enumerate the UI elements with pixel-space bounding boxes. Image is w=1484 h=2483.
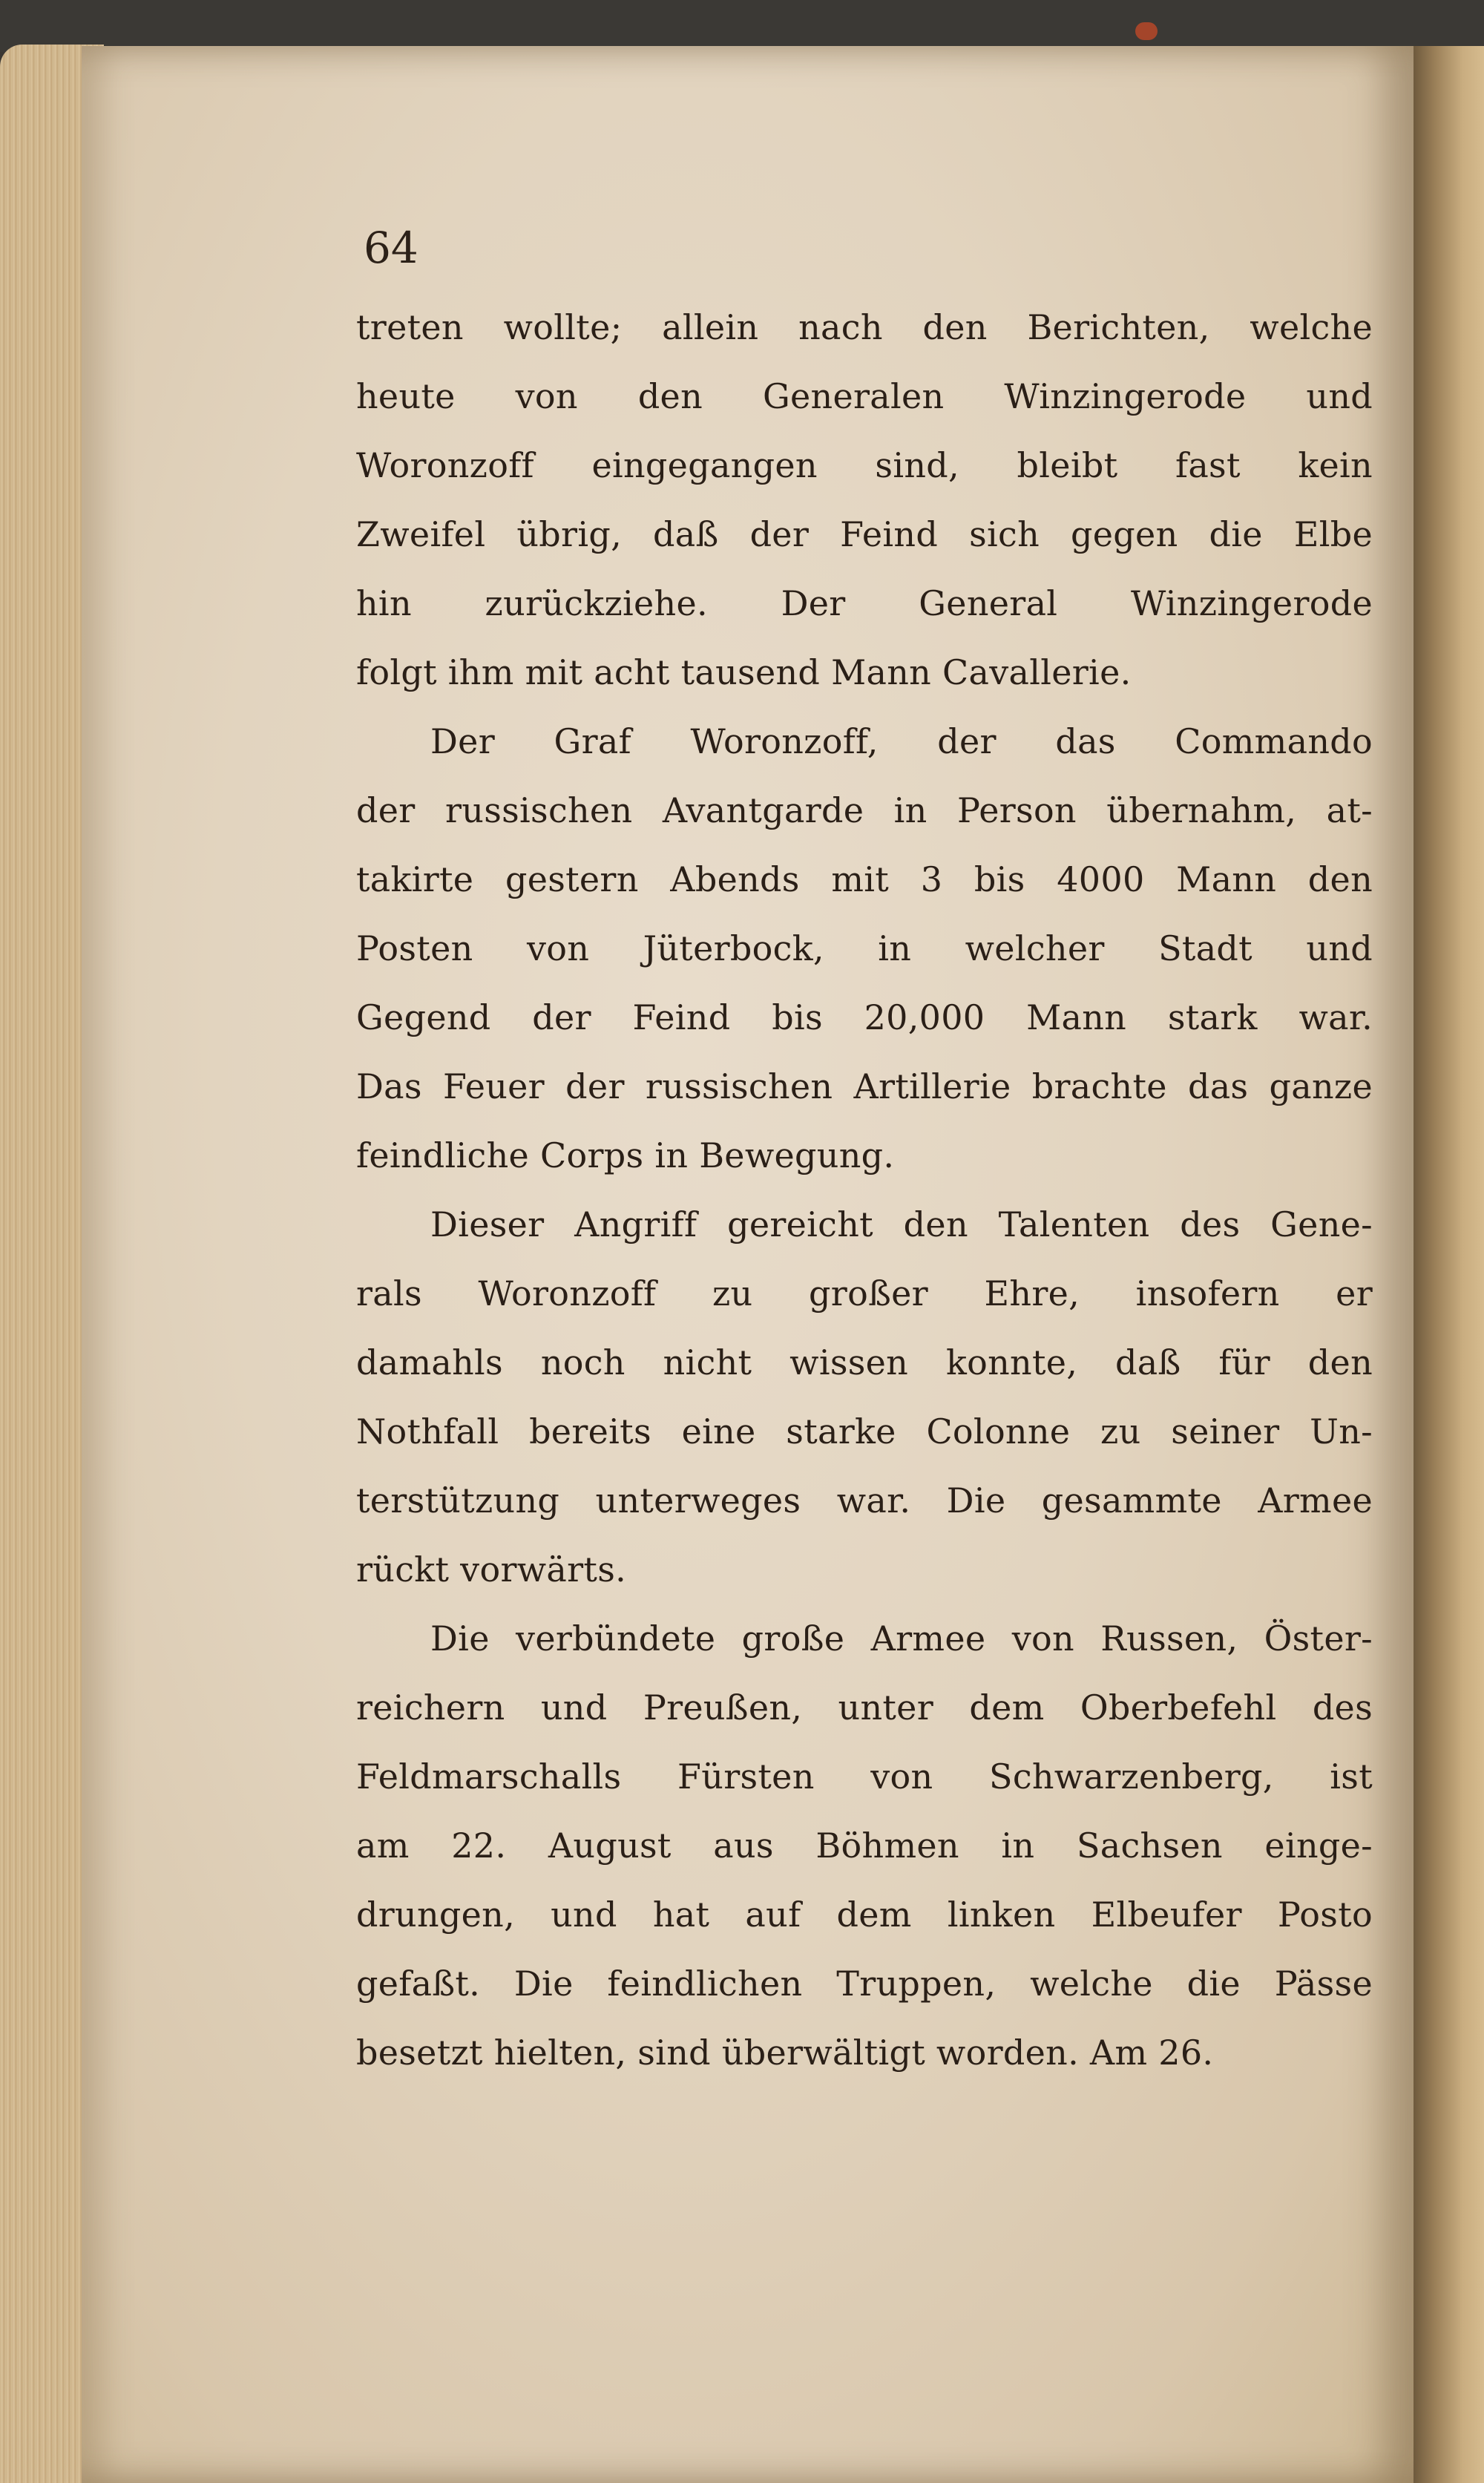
text-line: feindliche Corps in Bewegung. [356, 1135, 895, 1175]
book-gutter [1414, 46, 1484, 2483]
paragraph [356, 1604, 1373, 2087]
text-line: Woronzoff eingegangen sind, bleibt fast kein [356, 445, 1373, 485]
paragraph [356, 707, 1373, 1190]
page-text [356, 293, 1373, 2087]
page-number: 64 [364, 223, 418, 273]
text-line: am 22. August aus Böhmen in Sachsen einge- [356, 1826, 1373, 1866]
text-line: gefaßt. Die feindlichen Truppen, welche die Pässe [356, 1964, 1373, 2004]
text-line: Dieser Angriff gereicht den Talenten des Gene- [430, 1204, 1373, 1244]
text-line: Zweifel übrig, daß der Feind sich gegen die Elbe [356, 514, 1373, 554]
text-line: Die verbündete große Armee von Russen, Öster- [430, 1618, 1373, 1659]
text-line: takirte gestern Abends mit 3 bis 4000 Mann den [356, 859, 1373, 899]
text-line: Posten von Jüterbock, in welcher Stadt und [356, 928, 1373, 968]
background-strip [0, 0, 1484, 52]
text-line: der russischen Avantgarde in Person übernahm, at- [356, 790, 1373, 830]
text-line: rückt vorwärts. [356, 1549, 627, 1590]
text-line: Der Graf Woronzoff, der das Commando [430, 721, 1373, 761]
text-line: Feldmarschalls Fürsten von Schwarzenberg, ist [356, 1757, 1373, 1797]
bookmark-marker [1135, 22, 1158, 40]
text-line: treten wollte; allein nach den Berichten, welche [356, 307, 1373, 347]
paragraph [356, 293, 1373, 707]
text-line: heute von den Generalen Winzingerode und [356, 376, 1373, 416]
text-line: Gegend der Feind bis 20,000 Mann stark war. [356, 997, 1373, 1037]
text-line: besetzt hielten, sind überwältigt worden. Am 26. [356, 2033, 1214, 2073]
text-line: Das Feuer der russischen Artillerie brachte das ganze [356, 1066, 1373, 1106]
text-line: hin zurückziehe. Der General Winzingerode [356, 583, 1373, 623]
text-line: Nothfall bereits eine starke Colonne zu seiner Un- [356, 1411, 1373, 1452]
text-line: rals Woronzoff zu großer Ehre, insofern er [356, 1273, 1373, 1313]
text-line: terstützung unterweges war. Die gesammte Armee [356, 1480, 1373, 1521]
paragraph [356, 1190, 1373, 1604]
text-line: drungen, und hat auf dem linken Elbeufer Posto [356, 1895, 1373, 1935]
text-line: reichern und Preußen, unter dem Oberbefehl des [356, 1687, 1373, 1728]
text-line: damahls noch nicht wissen konnte, daß für den [356, 1342, 1373, 1382]
text-line: folgt ihm mit acht tausend Mann Cavallerie. [356, 652, 1132, 692]
